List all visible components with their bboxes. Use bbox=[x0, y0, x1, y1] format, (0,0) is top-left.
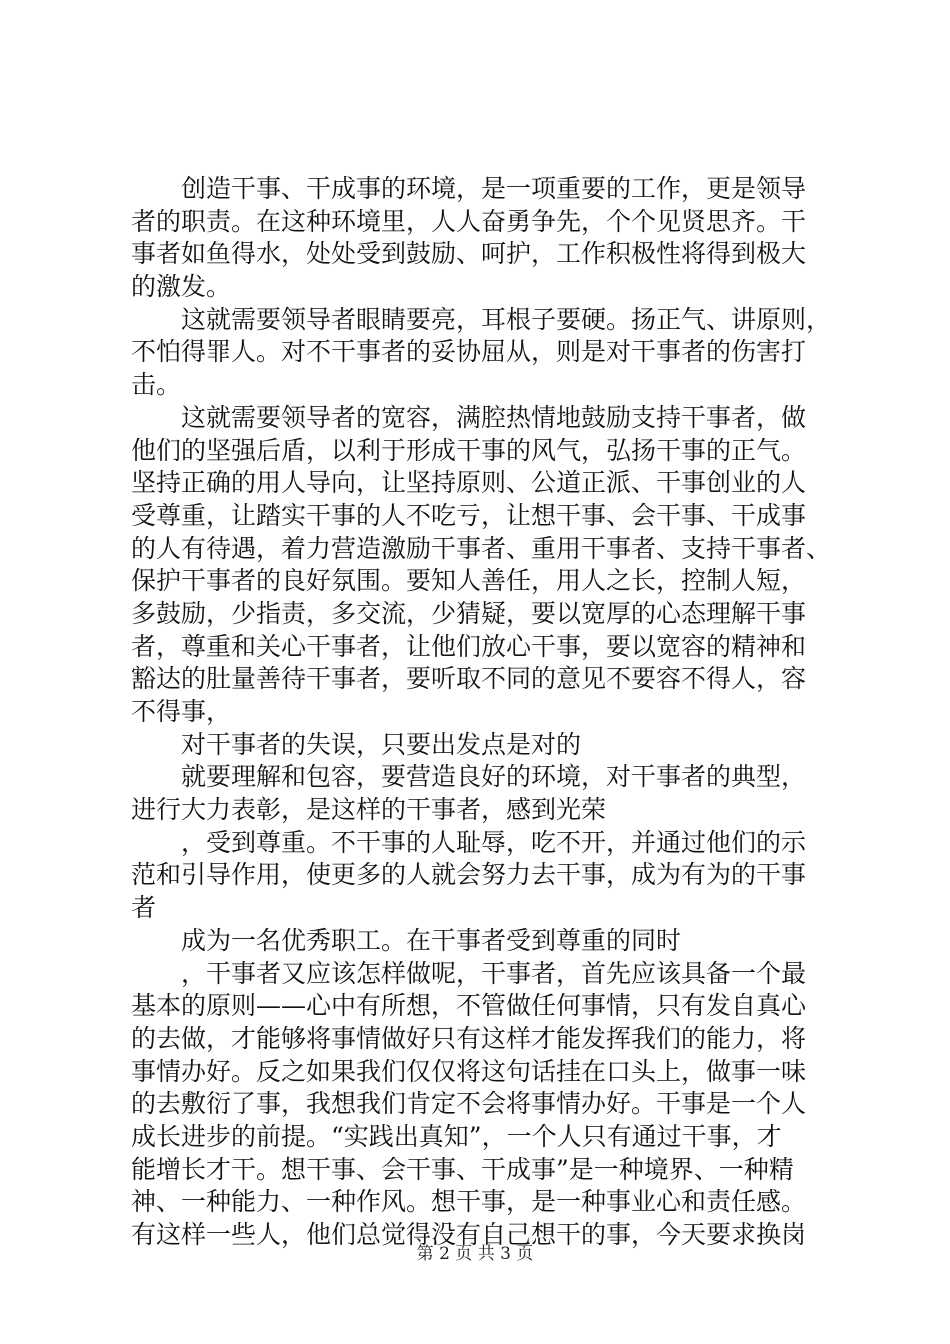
text-line: 受尊重，让踏实干事的人不吃亏，让想干事、会干事、干成事 bbox=[131, 500, 807, 530]
text-line: 范和引导作用，使更多的人就会努力去干事，成为有为的干事 bbox=[131, 860, 807, 890]
text-line: 的人有待遇，着力营造激励干事者、重用干事者、支持干事者、 bbox=[131, 533, 832, 563]
text-line: 的去做，才能够将事情做好只有这样才能发挥我们的能力，将 bbox=[131, 1023, 807, 1053]
page-footer: 第 2 页 共 3 页 bbox=[416, 1244, 534, 1264]
text-line: 他们的坚强后盾，以利于形成干事的风气，弘扬干事的正气。 bbox=[131, 435, 807, 465]
text-line: 事情办好。反之如果我们仅仅将这句话挂在口头上，做事一味 bbox=[131, 1056, 807, 1086]
text-line: 成长进步的前提。“实践出真知”，一个人只有通过干事，才 bbox=[131, 1121, 782, 1151]
text-line: 对干事者的失误，只要出发点是对的 bbox=[181, 729, 582, 759]
text-line: 的激发。 bbox=[131, 272, 232, 302]
text-line: 有这样一些人，他们总觉得没有自己想干的事，今天要求换岗 bbox=[131, 1220, 807, 1249]
text-line: 保护干事者的良好氛围。要知人善任，用人之长，控制人短， bbox=[131, 566, 807, 596]
text-line: 击。 bbox=[131, 370, 182, 400]
text-line: 神、一种能力、一种作风。想干事，是一种事业心和责任感。 bbox=[131, 1187, 807, 1217]
text-line: ，干事者又应该怎样做呢，干事者，首先应该具备一个最 bbox=[181, 958, 807, 988]
text-line: 这就需要领导者眼睛要亮，耳根子要硬。扬正气、讲原则， bbox=[181, 304, 832, 334]
text-line: 者 bbox=[131, 893, 157, 923]
text-line: 进行大力表彰，是这样的干事者，感到光荣 bbox=[131, 795, 607, 825]
text-line: 多鼓励，少指责，多交流，少猜疑，要以宽厚的心态理解干事 bbox=[131, 598, 807, 628]
text-line: 这就需要领导者的宽容，满腔热情地鼓励支持干事者，做 bbox=[181, 402, 807, 432]
text-line: 事者如鱼得水，处处受到鼓励、呵护，工作积极性将得到极大 bbox=[131, 239, 807, 269]
text-line: 豁达的肚量善待干事者，要听取不同的意见不要容不得人，容 bbox=[131, 664, 807, 694]
text-line: 不得事， bbox=[131, 697, 232, 726]
text-line: 就要理解和包容，要营造良好的环境，对干事者的典型， bbox=[181, 762, 807, 792]
text-line: ，受到尊重。不干事的人耻辱，吃不开，并通过他们的示 bbox=[181, 827, 807, 857]
text-line: 的去敷衍了事，我想我们肯定不会将事情办好。干事是一个人 bbox=[131, 1089, 807, 1119]
text-line: 不怕得罪人。对不干事者的妥协屈从，则是对干事者的伤害打 bbox=[131, 337, 807, 367]
text-line: 能增长才干。想干事、会干事、干成事”是一种境界、一种精 bbox=[131, 1154, 794, 1184]
text-line: 者的职责。在这种环境里，人人奋勇争先，个个见贤思齐。干 bbox=[131, 206, 807, 236]
text-line: 成为一名优秀职工。在干事者受到尊重的同时 bbox=[181, 925, 682, 955]
text-line: 创造干事、干成事的环境，是一项重要的工作，更是领导 bbox=[181, 174, 807, 203]
text-line: 基本的原则——心中有所想，不管做任何事情，只有发自真心 bbox=[131, 991, 807, 1021]
text-line: 坚持正确的用人导向，让坚持原则、公道正派、干事创业的人 bbox=[131, 468, 807, 498]
body-text bbox=[131, 173, 841, 1252]
text-line: 者，尊重和关心干事者，让他们放心干事，要以宽容的精神和 bbox=[131, 631, 807, 661]
